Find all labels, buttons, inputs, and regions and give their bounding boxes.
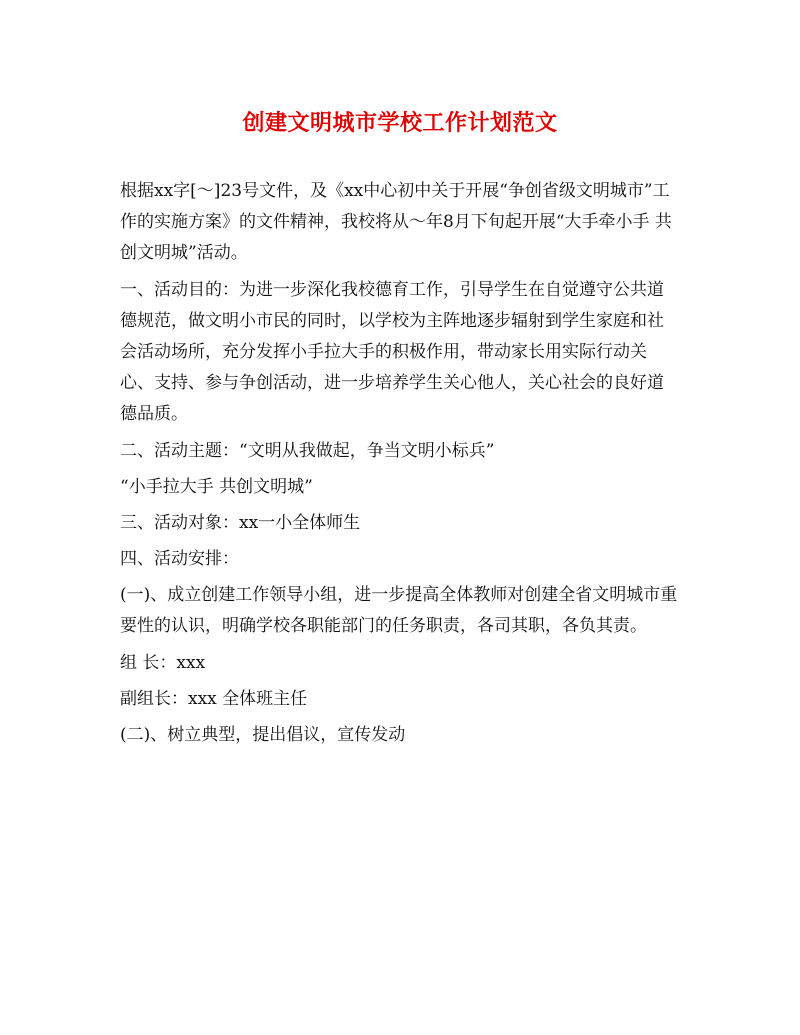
paragraph-theme: 二、活动主题：“文明从我做起，争当文明小标兵” — [120, 441, 495, 461]
paragraph-arrangement-heading: 四、活动安排： — [120, 549, 239, 569]
paragraph-arrangement-one: (一)、成立创建工作领导小组，进一步提高全体教师对创建全省文明城市重要性的认识，明确学校各职能部门的任务职责，各司其职，各负其责。 — [120, 585, 678, 636]
paragraph-intro: 根据xx字[～]23号文件，及《xx中心初中关于开展“争创省级文明城市”工作的实施方案》的文件精神，我校将从～年8月下旬起开展“大手牵小手 共创文明城”活动。 — [120, 181, 672, 263]
document-body — [120, 176, 680, 756]
paragraph-slogan: “小手拉大手 共创文明城” — [120, 477, 313, 497]
paragraph-target: 三、活动对象：xx一小全体师生 — [120, 513, 361, 533]
paragraph-purpose: 一、活动目的：为进一步深化我校德育工作，引导学生在自觉遵守公共道德规范，做文明小市民的同时，以学校为主阵地逐步辐射到学生家庭和社会活动场所，充分发挥小手拉大手的积极作用，带动家长用实际行动关心、支持、参与争创活动，进一步培养学生关心他人，关心社会的良好道德品质。 — [120, 280, 664, 424]
document-title: 创建文明城市学校工作计划范文 — [242, 110, 558, 136]
paragraph-leader: 组 长：xxx — [120, 653, 206, 673]
paragraph-deputy-leader: 副组长：xxx 全体班主任 — [120, 689, 308, 709]
paragraph-arrangement-two: (二)、树立典型，提出倡议，宣传发动 — [120, 725, 406, 745]
